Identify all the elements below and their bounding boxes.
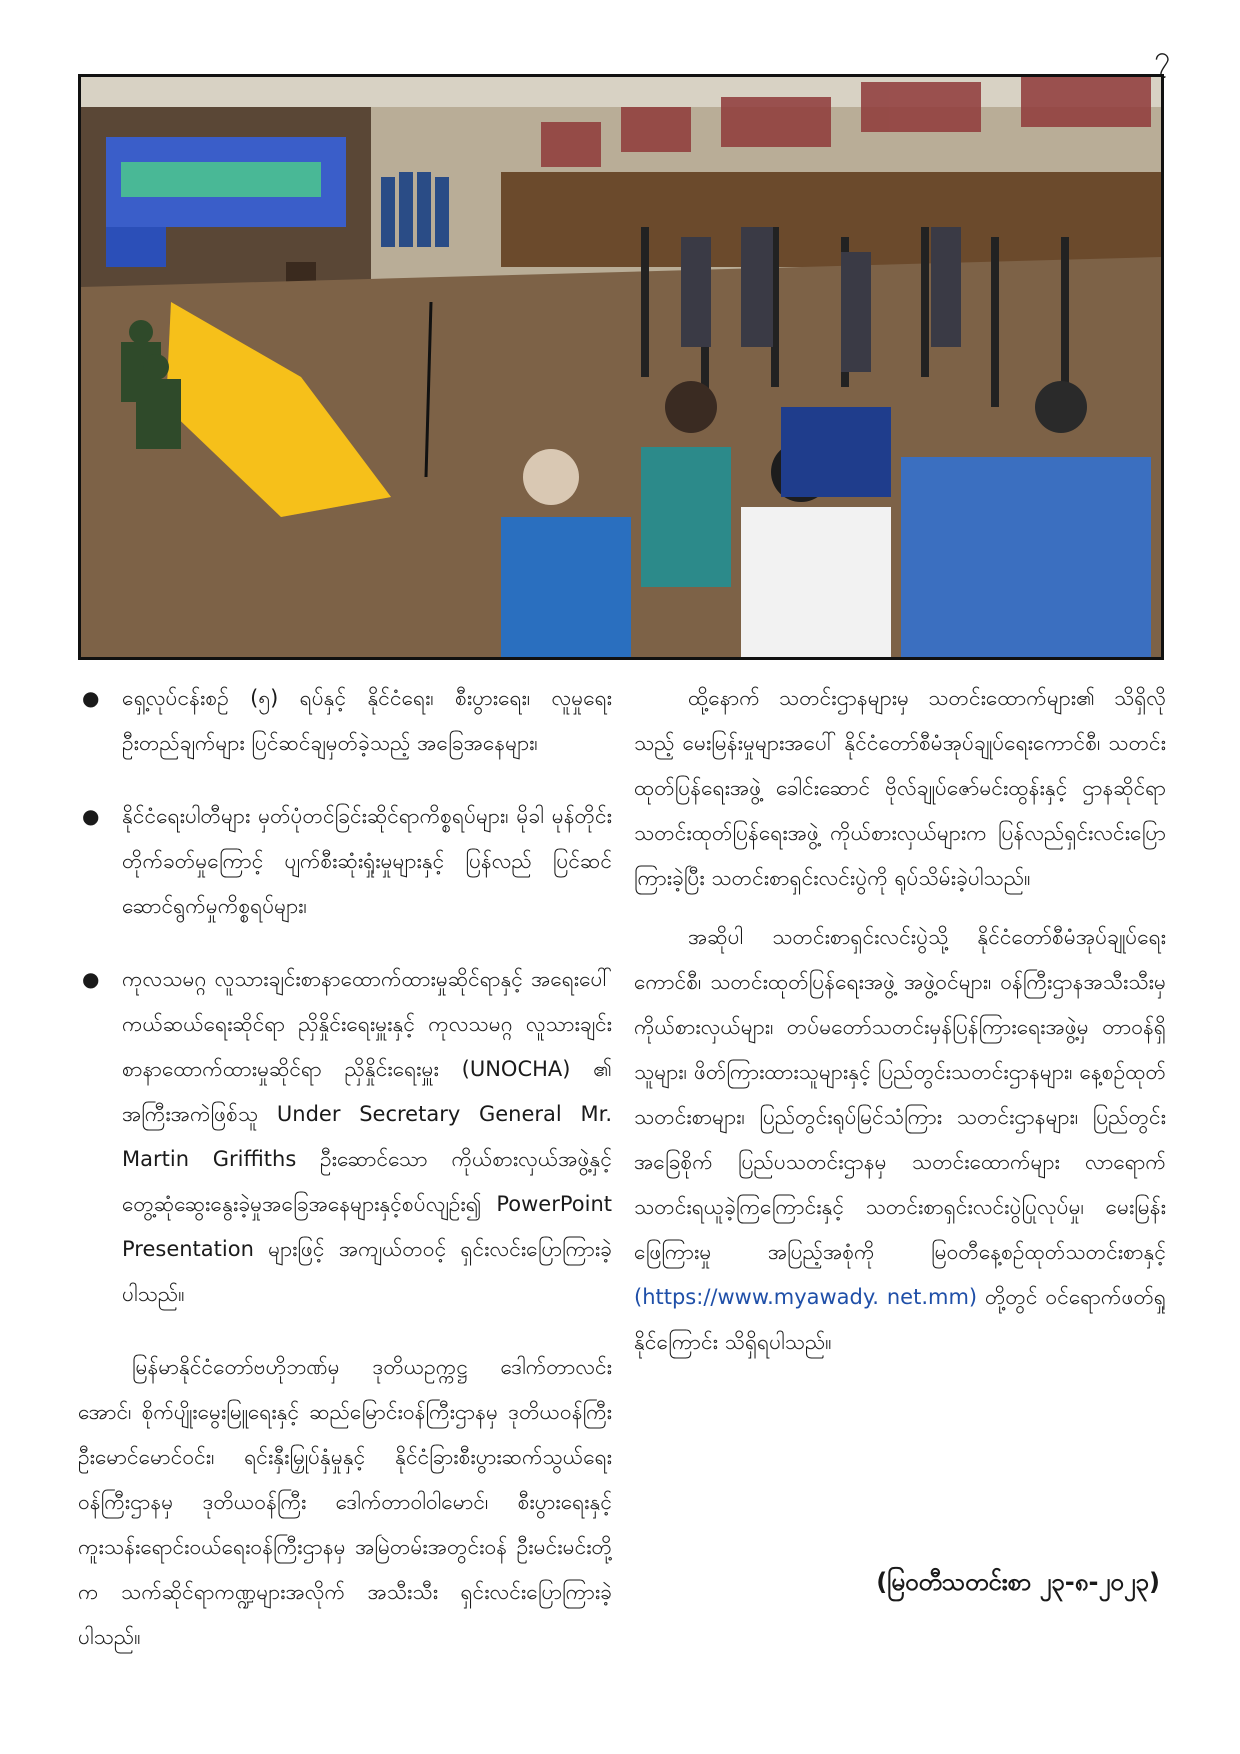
bullet-list bbox=[78, 676, 612, 1317]
photo-icon bbox=[81, 77, 1161, 657]
list-item: ● ကုလသမဂ္ဂ လူသားချင်းစာနာထောက်ထားမှုဆိုင်ရာနှင့် အရေးပေါ်ကယ်ဆယ်ရေးဆိုင်ရာ ညှိနှိုင်းရေးမှူးနှင့် ကုလသမဂ္ဂ လူသားချင်းစာနာထောက်ထားမှုဆိုင်ရာ ညှိနှိုင်းရေးမှူး (UNOCHA) ၏ အကြီးအကဲဖြစ်သူ Under Secretary General Mr. Martin Griffiths ဦးဆောင်သော ကိုယ်စားလှယ်အဖွဲ့နှင့် တွေ့ဆုံဆွေးနွေးခဲ့မှုအခြေအနေများနှင့်စပ်လျဉ်း၍ PowerPoint Presentation များဖြင့် အကျယ်တဝင့် ရှင်းလင်းပြောကြားခဲ့ပါသည်။ bbox=[78, 957, 612, 1317]
body-paragraph: မြန်မာနိုင်ငံတော်ဗဟိုဘဏ်မှ ဒုတိယဥက္ကဋ္ဌ ဒေါက်တာလင်းအောင်၊ စိုက်ပျိုးမွေးမြူရေးနှင့် ဆည်မြောင်းဝန်ကြီးဌာနမှ ဒုတိယဝန်ကြီး ဦးမောင်မောင်ဝင်း၊ ရင်းနှီးမြှုပ်နှံမှုနှင့် နိုင်ငံခြားစီးပွားဆက်သွယ်ရေးဝန်ကြီးဌာနမှ ဒုတိယဝန်ကြီး ဒေါက်တာဝါဝါမောင်၊ စီးပွားရေးနှင့်ကူးသန်းရောင်းဝယ်ရေးဝန်ကြီးဌာနမှ အမြဲတမ်းအတွင်းဝန် ဦးမင်းမင်းတို့က သက်ဆိုင်ရာကဏ္ဍများအလိုက် အသီးသီး ရှင်းလင်းပြောကြားခဲ့ပါသည်။ bbox=[78, 1355, 612, 1649]
paragraph-text: တို့တွင် ဝင်ရောက်ဖတ်ရှုနိုင်ကြောင်း သိရှိရပါသည်။ bbox=[634, 1285, 1166, 1354]
right-column bbox=[634, 676, 1166, 1379]
paragraph-text: အဆိုပါ သတင်းစာရှင်းလင်းပွဲသို့ နိုင်ငံတော်စီမံအုပ်ချုပ်ရေးကောင်စီ၊ သတင်းထုတ်ပြန်ရေးအဖွဲ့ အဖွဲ့ဝင်များ၊ ဝန်ကြီးဌာနအသီးသီးမှ ကိုယ်စားလှယ်များ၊ တပ်မတော်သတင်းမှန်ပြန်ကြားရေးအဖွဲ့မှ တာဝန်ရှိသူများ၊ ဖိတ်ကြားထားသူများနှင့် ပြည်တွင်းသတင်းဌာနများ၊ နေ့စဉ်ထုတ်သတင်းစာများ၊ ပြည်တွင်းရုပ်မြင်သံကြား သတင်းဌာနများ၊ ပြည်တွင်းအခြေစိုက် ပြည်ပသတင်းဌာနမှ သတင်းထောက်များ လာရောက်သတင်းရယူခဲ့ကြကြောင်းနှင့် သတင်းစာရှင်းလင်းပွဲပြုလုပ်မှု၊ မေးမြန်းဖြေကြားမှု အပြည့်အစုံကို မြဝတီနေ့စဉ်ထုတ်သတင်းစာနှင့် bbox=[634, 925, 1166, 1264]
source-credit: (မြဝတီသတင်းစာ ၂၃-၈-၂၀၂၃) bbox=[876, 1568, 1160, 1596]
body-paragraph: ထို့နောက် သတင်းဌာနများမှ သတင်းထောက်များ၏ သိရှိလိုသည့် မေးမြန်းမှုများအပေါ် နိုင်ငံတော်စီမံအုပ်ချုပ်ရေးကောင်စီ၊ သတင်းထုတ်ပြန်ရေးအဖွဲ့ ခေါင်းဆောင် ဗိုလ်ချုပ်ဇော်မင်းထွန်းနှင့် ဌာနဆိုင်ရာသတင်းထုတ်ပြန်ရေးအဖွဲ့ ကိုယ်စားလှယ်များက ပြန်လည်ရှင်းလင်းပြောကြားခဲ့ပြီး သတင်းစာရှင်းလင်းပွဲကို ရုပ်သိမ်းခဲ့ပါသည်။ bbox=[634, 686, 1166, 890]
list-item: ● ရှေ့လုပ်ငန်းစဉ် (၅) ရပ်နှင့် နိုင်ငံရေး၊ စီးပွားရေး၊ လူမှုရေး ဦးတည်ချက်များ ပြင်ဆင်ချမှတ်ခဲ့သည့် အခြေအနေများ၊ bbox=[78, 676, 612, 766]
website-link[interactable]: (https://www.myawady. net.mm) bbox=[634, 1285, 978, 1309]
page-number: ၇ bbox=[1154, 40, 1170, 73]
press-conference-photo bbox=[78, 74, 1164, 660]
body-paragraph bbox=[634, 915, 1166, 1365]
left-column bbox=[78, 676, 612, 1674]
list-item: ● နိုင်ငံရေးပါတီများ မှတ်ပုံတင်ခြင်းဆိုင်ရာကိစ္စရပ်များ၊ မိုခါ မုန်တိုင်းတိုက်ခတ်မှုကြောင့် ပျက်စီးဆုံးရှုံးမှုများနှင့် ပြန်လည် ပြင်ဆင်ဆောင်ရွက်မှုကိစ္စရပ်များ၊ bbox=[78, 794, 612, 929]
